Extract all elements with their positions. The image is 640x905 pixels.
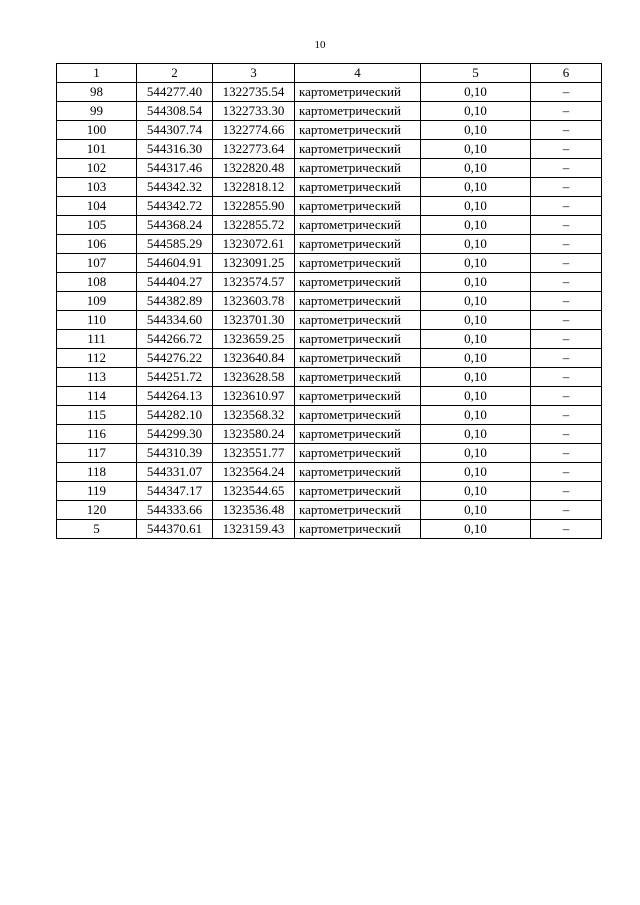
cell-coordinate-x: 544604.91 <box>137 254 213 273</box>
table-row <box>57 178 602 197</box>
cell-coordinate-y: 1323701.30 <box>213 311 295 330</box>
cell-method: картометрический <box>295 482 421 501</box>
cell-method: картометрический <box>295 140 421 159</box>
cell-coordinate-y: 1323659.25 <box>213 330 295 349</box>
cell-point-number: 107 <box>57 254 137 273</box>
cell-point-number: 104 <box>57 197 137 216</box>
cell-method: картометрический <box>295 425 421 444</box>
header-col-3: 3 <box>213 64 295 83</box>
table-row <box>57 102 602 121</box>
cell-coordinate-y: 1323610.97 <box>213 387 295 406</box>
cell-note: – <box>531 102 602 121</box>
header-col-4: 4 <box>295 64 421 83</box>
cell-method: картометрический <box>295 83 421 102</box>
cell-note: – <box>531 482 602 501</box>
cell-point-number: 101 <box>57 140 137 159</box>
cell-coordinate-y: 1323628.58 <box>213 368 295 387</box>
cell-accuracy: 0,10 <box>421 501 531 520</box>
table-row <box>57 121 602 140</box>
cell-coordinate-x: 544310.39 <box>137 444 213 463</box>
cell-point-number: 113 <box>57 368 137 387</box>
cell-coordinate-y: 1322735.54 <box>213 83 295 102</box>
table-row <box>57 520 602 539</box>
cell-coordinate-y: 1323072.61 <box>213 235 295 254</box>
cell-note: – <box>531 368 602 387</box>
cell-coordinate-y: 1323536.48 <box>213 501 295 520</box>
table-row <box>57 273 602 292</box>
cell-coordinate-y: 1322855.90 <box>213 197 295 216</box>
cell-point-number: 116 <box>57 425 137 444</box>
cell-accuracy: 0,10 <box>421 121 531 140</box>
cell-method: картометрический <box>295 159 421 178</box>
table-row <box>57 425 602 444</box>
cell-accuracy: 0,10 <box>421 349 531 368</box>
cell-note: – <box>531 330 602 349</box>
cell-coordinate-x: 544368.24 <box>137 216 213 235</box>
cell-coordinate-y: 1323640.84 <box>213 349 295 368</box>
cell-method: картометрический <box>295 463 421 482</box>
table-row <box>57 482 602 501</box>
table-row <box>57 387 602 406</box>
header-col-5: 5 <box>421 64 531 83</box>
cell-coordinate-x: 544316.30 <box>137 140 213 159</box>
cell-point-number: 106 <box>57 235 137 254</box>
header-col-2: 2 <box>137 64 213 83</box>
cell-accuracy: 0,10 <box>421 254 531 273</box>
cell-coordinate-y: 1322818.12 <box>213 178 295 197</box>
cell-coordinate-y: 1323603.78 <box>213 292 295 311</box>
cell-coordinate-x: 544317.46 <box>137 159 213 178</box>
cell-coordinate-x: 544334.60 <box>137 311 213 330</box>
table-row <box>57 368 602 387</box>
cell-method: картометрический <box>295 368 421 387</box>
cell-note: – <box>531 387 602 406</box>
page-number: 10 <box>314 39 326 51</box>
cell-method: картометрический <box>295 102 421 121</box>
cell-point-number: 105 <box>57 216 137 235</box>
cell-note: – <box>531 216 602 235</box>
cell-point-number: 103 <box>57 178 137 197</box>
cell-accuracy: 0,10 <box>421 368 531 387</box>
table-row <box>57 83 602 102</box>
cell-point-number: 108 <box>57 273 137 292</box>
cell-point-number: 117 <box>57 444 137 463</box>
cell-coordinate-x: 544331.07 <box>137 463 213 482</box>
table-row <box>57 140 602 159</box>
cell-coordinate-x: 544264.13 <box>137 387 213 406</box>
cell-method: картометрический <box>295 387 421 406</box>
cell-note: – <box>531 140 602 159</box>
table-row <box>57 311 602 330</box>
cell-accuracy: 0,10 <box>421 292 531 311</box>
cell-coordinate-x: 544266.72 <box>137 330 213 349</box>
cell-coordinate-x: 544307.74 <box>137 121 213 140</box>
cell-coordinate-y: 1323091.25 <box>213 254 295 273</box>
cell-point-number: 99 <box>57 102 137 121</box>
table-row <box>57 216 602 235</box>
cell-accuracy: 0,10 <box>421 520 531 539</box>
cell-coordinate-x: 544282.10 <box>137 406 213 425</box>
cell-accuracy: 0,10 <box>421 159 531 178</box>
table-row <box>57 254 602 273</box>
cell-note: – <box>531 273 602 292</box>
cell-accuracy: 0,10 <box>421 425 531 444</box>
cell-accuracy: 0,10 <box>421 216 531 235</box>
cell-note: – <box>531 235 602 254</box>
cell-note: – <box>531 501 602 520</box>
cell-method: картометрический <box>295 311 421 330</box>
table-row <box>57 235 602 254</box>
cell-point-number: 5 <box>57 520 137 539</box>
header-col-6: 6 <box>531 64 602 83</box>
cell-note: – <box>531 197 602 216</box>
cell-note: – <box>531 159 602 178</box>
cell-accuracy: 0,10 <box>421 406 531 425</box>
cell-coordinate-y: 1323551.77 <box>213 444 295 463</box>
cell-point-number: 114 <box>57 387 137 406</box>
cell-method: картометрический <box>295 520 421 539</box>
table-row <box>57 444 602 463</box>
cell-note: – <box>531 463 602 482</box>
cell-point-number: 110 <box>57 311 137 330</box>
table-header-row <box>57 64 602 83</box>
cell-accuracy: 0,10 <box>421 197 531 216</box>
table-row <box>57 159 602 178</box>
cell-coordinate-x: 544342.72 <box>137 197 213 216</box>
cell-coordinate-x: 544308.54 <box>137 102 213 121</box>
cell-coordinate-y: 1323574.57 <box>213 273 295 292</box>
cell-accuracy: 0,10 <box>421 102 531 121</box>
cell-coordinate-y: 1323580.24 <box>213 425 295 444</box>
cell-accuracy: 0,10 <box>421 482 531 501</box>
cell-accuracy: 0,10 <box>421 444 531 463</box>
cell-accuracy: 0,10 <box>421 178 531 197</box>
cell-note: – <box>531 425 602 444</box>
cell-coordinate-y: 1322733.30 <box>213 102 295 121</box>
cell-coordinate-x: 544277.40 <box>137 83 213 102</box>
cell-method: картометрический <box>295 349 421 368</box>
cell-accuracy: 0,10 <box>421 330 531 349</box>
cell-accuracy: 0,10 <box>421 273 531 292</box>
cell-point-number: 100 <box>57 121 137 140</box>
cell-method: картометрический <box>295 273 421 292</box>
cell-note: – <box>531 349 602 368</box>
cell-method: картометрический <box>295 121 421 140</box>
cell-accuracy: 0,10 <box>421 235 531 254</box>
cell-coordinate-y: 1323159.43 <box>213 520 295 539</box>
cell-coordinate-y: 1322855.72 <box>213 216 295 235</box>
cell-coordinate-y: 1323568.32 <box>213 406 295 425</box>
cell-method: картометрический <box>295 292 421 311</box>
table-row <box>57 463 602 482</box>
cell-coordinate-x: 544251.72 <box>137 368 213 387</box>
cell-method: картометрический <box>295 406 421 425</box>
cell-coordinate-x: 544404.27 <box>137 273 213 292</box>
cell-coordinate-y: 1323564.24 <box>213 463 295 482</box>
table-row <box>57 406 602 425</box>
table-row <box>57 197 602 216</box>
cell-coordinate-x: 544342.32 <box>137 178 213 197</box>
cell-note: – <box>531 444 602 463</box>
cell-method: картометрический <box>295 501 421 520</box>
cell-accuracy: 0,10 <box>421 83 531 102</box>
table-row <box>57 501 602 520</box>
cell-note: – <box>531 520 602 539</box>
cell-method: картометрический <box>295 197 421 216</box>
cell-coordinate-x: 544585.29 <box>137 235 213 254</box>
cell-coordinate-x: 544299.30 <box>137 425 213 444</box>
cell-note: – <box>531 121 602 140</box>
table-row <box>57 330 602 349</box>
table-body <box>57 83 602 539</box>
cell-coordinate-x: 544382.89 <box>137 292 213 311</box>
cell-method: картометрический <box>295 178 421 197</box>
cell-method: картометрический <box>295 216 421 235</box>
cell-coordinate-x: 544370.61 <box>137 520 213 539</box>
cell-coordinate-x: 544276.22 <box>137 349 213 368</box>
cell-note: – <box>531 254 602 273</box>
cell-note: – <box>531 311 602 330</box>
cell-coordinate-x: 544347.17 <box>137 482 213 501</box>
cell-method: картометрический <box>295 235 421 254</box>
cell-coordinate-y: 1322773.64 <box>213 140 295 159</box>
cell-accuracy: 0,10 <box>421 387 531 406</box>
table-row <box>57 292 602 311</box>
cell-method: картометрический <box>295 254 421 273</box>
cell-accuracy: 0,10 <box>421 140 531 159</box>
cell-note: – <box>531 178 602 197</box>
cell-coordinate-x: 544333.66 <box>137 501 213 520</box>
cell-method: картометрический <box>295 330 421 349</box>
cell-point-number: 115 <box>57 406 137 425</box>
coordinates-table <box>56 63 602 539</box>
cell-note: – <box>531 83 602 102</box>
cell-note: – <box>531 292 602 311</box>
cell-point-number: 98 <box>57 83 137 102</box>
cell-point-number: 102 <box>57 159 137 178</box>
cell-point-number: 120 <box>57 501 137 520</box>
cell-point-number: 111 <box>57 330 137 349</box>
cell-point-number: 119 <box>57 482 137 501</box>
cell-note: – <box>531 406 602 425</box>
cell-point-number: 112 <box>57 349 137 368</box>
header-col-1: 1 <box>57 64 137 83</box>
cell-method: картометрический <box>295 444 421 463</box>
cell-point-number: 118 <box>57 463 137 482</box>
cell-accuracy: 0,10 <box>421 311 531 330</box>
cell-point-number: 109 <box>57 292 137 311</box>
cell-coordinate-y: 1322820.48 <box>213 159 295 178</box>
cell-coordinate-y: 1323544.65 <box>213 482 295 501</box>
cell-accuracy: 0,10 <box>421 463 531 482</box>
cell-coordinate-y: 1322774.66 <box>213 121 295 140</box>
table-row <box>57 349 602 368</box>
